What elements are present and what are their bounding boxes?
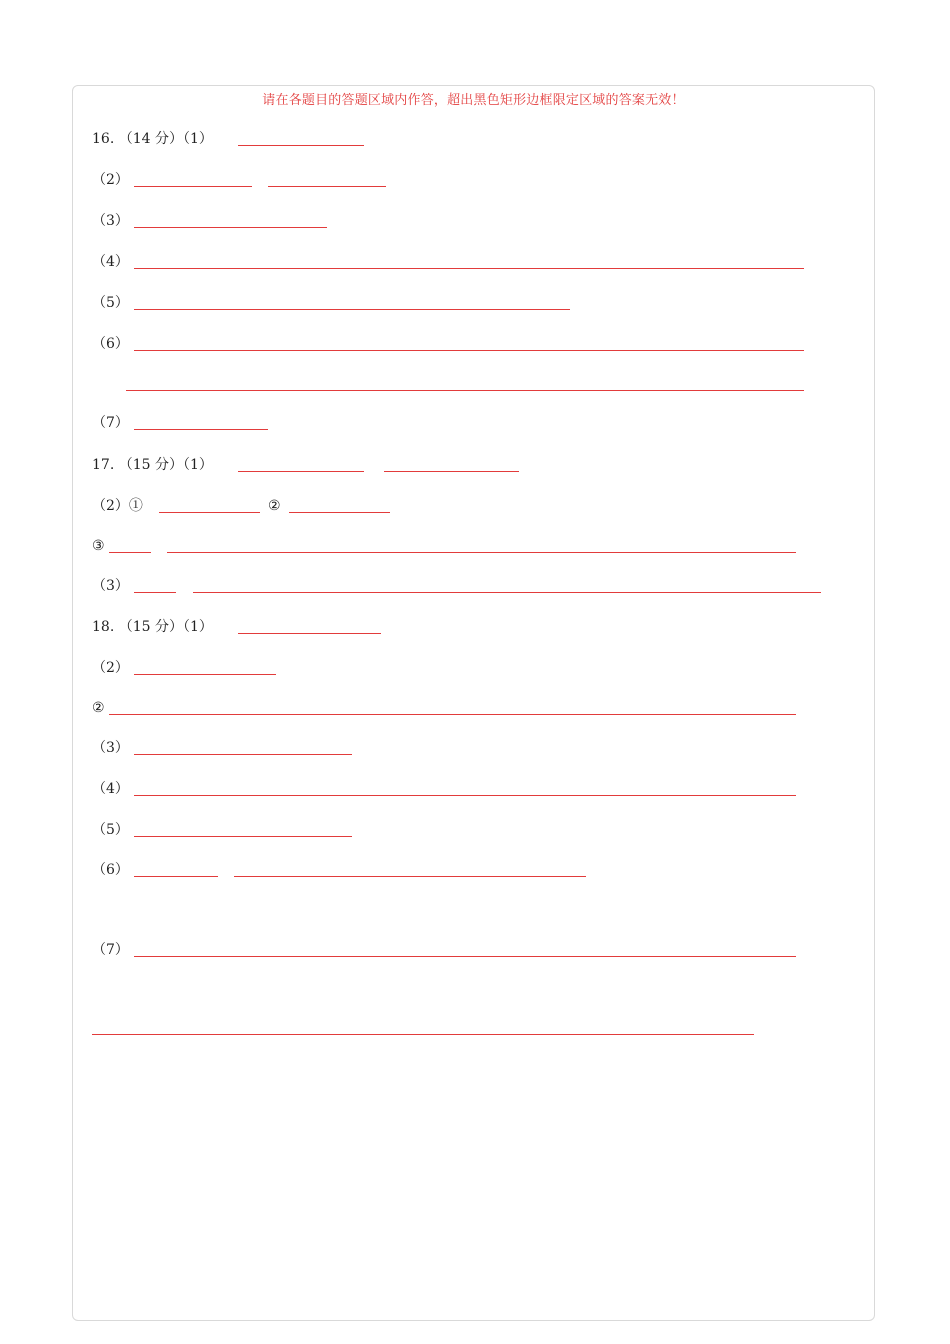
q16-4-answer-line[interactable] — [134, 268, 804, 269]
q17-2-1-answer-line[interactable] — [159, 512, 260, 513]
answer-area-notice: 请在各题目的答题区域内作答，超出黑色矩形边框限定区域的答案无效！ — [262, 93, 685, 108]
q17-2-label: （2）① — [92, 498, 143, 514]
q17-1b-answer-line[interactable] — [384, 471, 519, 472]
q16-4-label: （4） — [92, 254, 129, 270]
q18-2-2-answer-line[interactable] — [109, 714, 796, 715]
q18-7a-answer-line[interactable] — [134, 956, 796, 957]
q16-3-label: （3） — [92, 213, 129, 229]
q18-3-label: （3） — [92, 740, 129, 756]
q18-6-label: （6） — [92, 862, 129, 878]
q18-2-circle2: ② — [92, 700, 105, 716]
q18-6a-answer-line[interactable] — [134, 876, 218, 877]
q18-1-answer-line[interactable] — [238, 633, 381, 634]
q17-3b-answer-line[interactable] — [193, 592, 821, 593]
q16-2b-answer-line[interactable] — [268, 186, 386, 187]
q17-3-label: （3） — [92, 578, 129, 594]
q18-5-label: （5） — [92, 822, 129, 838]
q18-6b-answer-line[interactable] — [234, 876, 586, 877]
q17-header: 17. （15 分）（1） — [92, 457, 213, 473]
q16-2a-answer-line[interactable] — [134, 186, 252, 187]
q16-5-label: （5） — [92, 295, 129, 311]
q18-7-label: （7） — [92, 942, 129, 958]
q16-3-answer-line[interactable] — [134, 227, 327, 228]
q16-5-answer-line[interactable] — [134, 309, 570, 310]
q17-2-circle3: ③ — [92, 538, 105, 554]
q17-3a-answer-line[interactable] — [134, 592, 176, 593]
q16-6-label: （6） — [92, 336, 129, 352]
q16-6b-answer-line[interactable] — [126, 390, 804, 391]
q16-1-answer-line[interactable] — [238, 145, 364, 146]
q18-5-answer-line[interactable] — [134, 836, 352, 837]
q16-header: 16. （14 分）（1） — [92, 131, 213, 147]
q16-7-label: （7） — [92, 415, 129, 431]
q17-2-2-answer-line[interactable] — [289, 512, 390, 513]
q17-1a-answer-line[interactable] — [238, 471, 364, 472]
q17-2-3a-answer-line[interactable] — [109, 552, 151, 553]
q18-2-answer-line[interactable] — [134, 674, 276, 675]
q18-4-label: （4） — [92, 781, 129, 797]
q18-header: 18. （15 分）（1） — [92, 619, 213, 635]
q18-2-label: （2） — [92, 660, 129, 676]
q17-2-3b-answer-line[interactable] — [167, 552, 796, 553]
q16-2-label: （2） — [92, 172, 129, 188]
answer-area-frame — [72, 85, 875, 1321]
q16-7-answer-line[interactable] — [134, 429, 268, 430]
q17-2-circle2: ② — [268, 498, 281, 514]
q18-3-answer-line[interactable] — [134, 754, 352, 755]
q16-6a-answer-line[interactable] — [134, 350, 804, 351]
q18-7b-answer-line[interactable] — [92, 1034, 754, 1035]
q18-4-answer-line[interactable] — [134, 795, 796, 796]
